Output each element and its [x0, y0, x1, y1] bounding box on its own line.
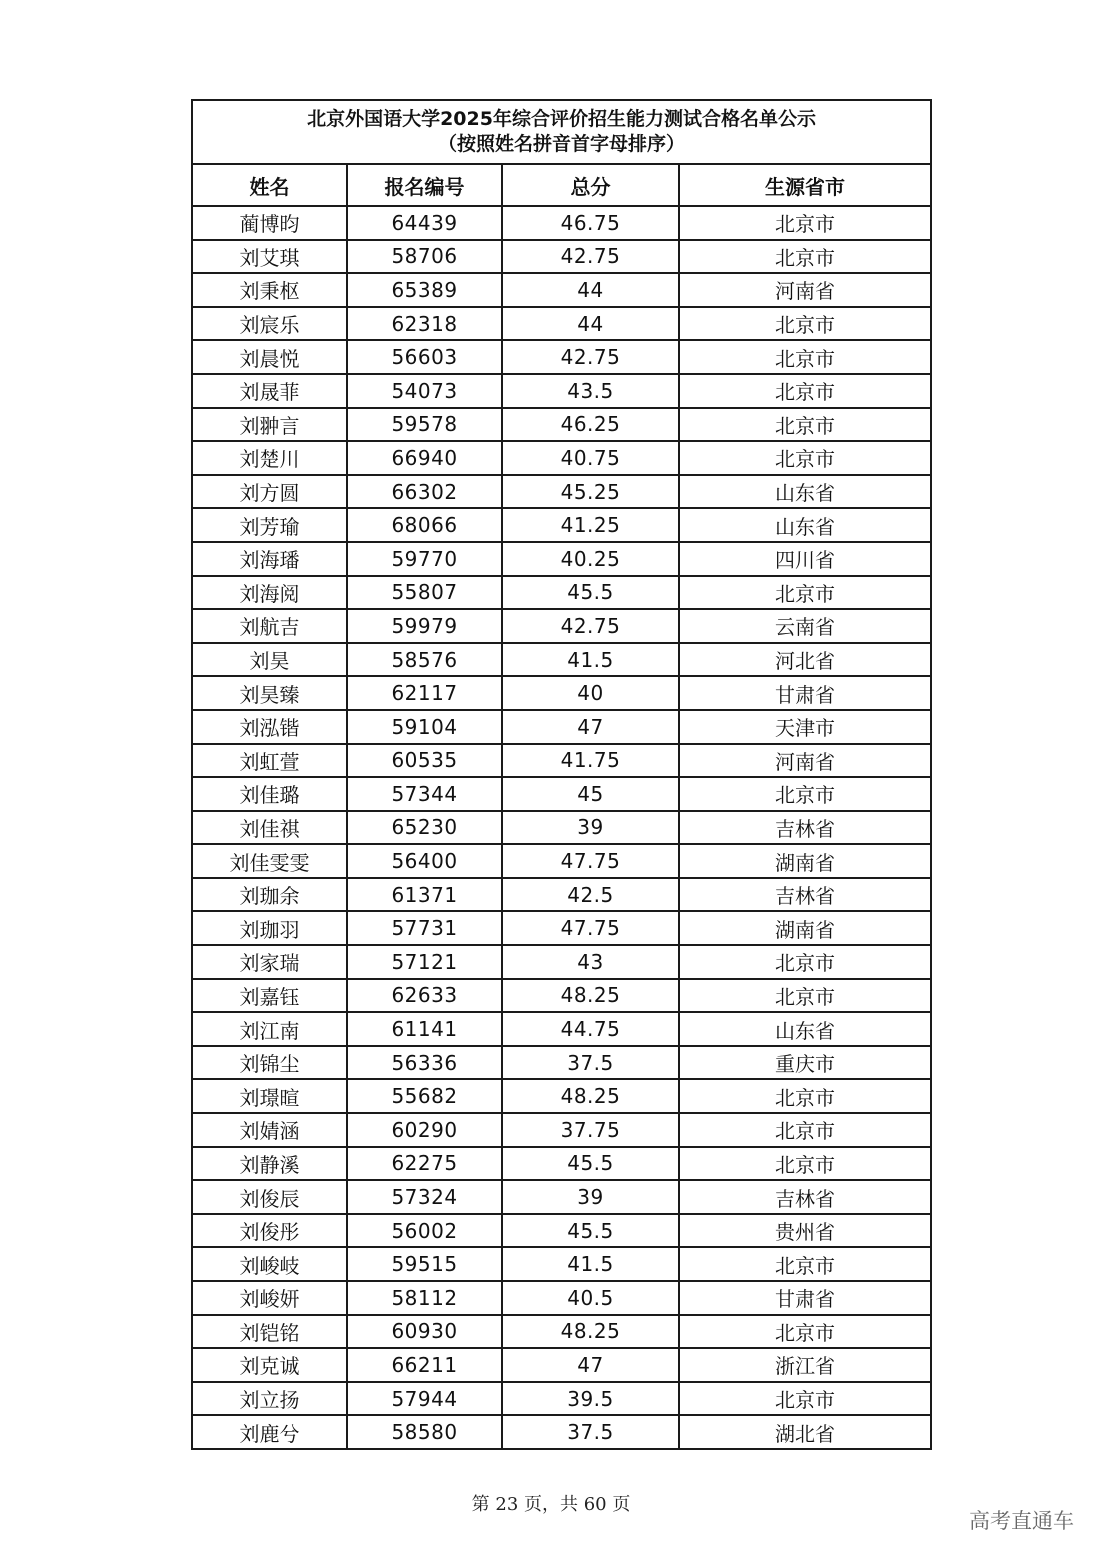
cell-total-score: 44.75 [502, 1012, 679, 1046]
cell-name: 刘晨悦 [192, 340, 347, 374]
cell-name: 刘佳璐 [192, 777, 347, 811]
cell-total-score: 44 [502, 307, 679, 341]
column-header-reg-number: 报名编号 [347, 164, 502, 206]
cell-name: 刘俊彤 [192, 1214, 347, 1248]
cell-name: 刘珈羽 [192, 911, 347, 945]
cell-name: 刘佳祺 [192, 811, 347, 845]
cell-name: 刘艾琪 [192, 240, 347, 274]
cell-total-score: 43.5 [502, 374, 679, 408]
cell-name: 刘静溪 [192, 1147, 347, 1181]
cell-total-score: 39.5 [502, 1382, 679, 1416]
table-row [192, 441, 931, 475]
cell-reg-number: 56336 [347, 1046, 502, 1080]
title-line-2: （按照姓名拼音首字母排序） [438, 133, 686, 155]
cell-name: 刘克诚 [192, 1348, 347, 1382]
cell-reg-number: 58112 [347, 1281, 502, 1315]
cell-province: 山东省 [679, 508, 931, 542]
cell-reg-number: 65230 [347, 811, 502, 845]
cell-total-score: 47.75 [502, 844, 679, 878]
cell-name: 刘佳雯雯 [192, 844, 347, 878]
cell-reg-number: 58576 [347, 643, 502, 677]
cell-name: 刘航吉 [192, 609, 347, 643]
table-title [192, 100, 931, 164]
table-row [192, 1348, 931, 1382]
cell-total-score: 42.75 [502, 340, 679, 374]
table-row [192, 1046, 931, 1080]
cell-province: 四川省 [679, 542, 931, 576]
table-row [192, 1415, 931, 1449]
cell-reg-number: 54073 [347, 374, 502, 408]
cell-total-score: 42.5 [502, 878, 679, 912]
cell-name: 刘海璠 [192, 542, 347, 576]
table-row [192, 1247, 931, 1281]
cell-name: 刘立扬 [192, 1382, 347, 1416]
cell-province: 河南省 [679, 744, 931, 778]
cell-name: 刘海阅 [192, 576, 347, 610]
cell-province: 北京市 [679, 1247, 931, 1281]
cell-province: 吉林省 [679, 1180, 931, 1214]
cell-reg-number: 56603 [347, 340, 502, 374]
cell-province: 北京市 [679, 1113, 931, 1147]
cell-total-score: 41.5 [502, 1247, 679, 1281]
cell-province: 北京市 [679, 374, 931, 408]
cell-name: 蔺博昀 [192, 206, 347, 240]
column-header-total-score: 总分 [502, 164, 679, 206]
cell-total-score: 45.5 [502, 1147, 679, 1181]
cell-reg-number: 57731 [347, 911, 502, 945]
cell-reg-number: 55807 [347, 576, 502, 610]
cell-name: 刘虹萱 [192, 744, 347, 778]
cell-reg-number: 57324 [347, 1180, 502, 1214]
cell-province: 河北省 [679, 643, 931, 677]
cell-province: 北京市 [679, 979, 931, 1013]
cell-reg-number: 62633 [347, 979, 502, 1013]
cell-province: 吉林省 [679, 811, 931, 845]
cell-reg-number: 58706 [347, 240, 502, 274]
cell-reg-number: 59578 [347, 408, 502, 442]
table-row [192, 643, 931, 677]
cell-total-score: 48.25 [502, 1079, 679, 1113]
cell-total-score: 37.75 [502, 1113, 679, 1147]
cell-reg-number: 65389 [347, 273, 502, 307]
cell-reg-number: 61141 [347, 1012, 502, 1046]
cell-name: 刘芳瑜 [192, 508, 347, 542]
cell-province: 贵州省 [679, 1214, 931, 1248]
cell-total-score: 41.75 [502, 744, 679, 778]
cell-reg-number: 59770 [347, 542, 502, 576]
cell-reg-number: 60535 [347, 744, 502, 778]
cell-reg-number: 66940 [347, 441, 502, 475]
cell-province: 北京市 [679, 1147, 931, 1181]
column-header-name: 姓名 [192, 164, 347, 206]
watermark: 高考直通车 [969, 1509, 1074, 1533]
cell-reg-number: 59515 [347, 1247, 502, 1281]
cell-name: 刘秉枢 [192, 273, 347, 307]
cell-reg-number: 58580 [347, 1415, 502, 1449]
cell-total-score: 43 [502, 945, 679, 979]
cell-name: 刘家瑞 [192, 945, 347, 979]
cell-reg-number: 62117 [347, 676, 502, 710]
table-row [192, 1382, 931, 1416]
cell-province: 河南省 [679, 273, 931, 307]
table-row [192, 811, 931, 845]
column-header-province: 生源省市 [679, 164, 931, 206]
cell-province: 北京市 [679, 1315, 931, 1349]
cell-reg-number: 64439 [347, 206, 502, 240]
table-row [192, 744, 931, 778]
cell-province: 北京市 [679, 206, 931, 240]
cell-total-score: 40 [502, 676, 679, 710]
cell-total-score: 41.5 [502, 643, 679, 677]
table-row [192, 878, 931, 912]
cell-total-score: 47 [502, 1348, 679, 1382]
cell-province: 北京市 [679, 340, 931, 374]
cell-total-score: 48.25 [502, 979, 679, 1013]
cell-reg-number: 59104 [347, 710, 502, 744]
cell-reg-number: 68066 [347, 508, 502, 542]
cell-total-score: 37.5 [502, 1415, 679, 1449]
cell-province: 甘肃省 [679, 1281, 931, 1315]
table-row [192, 1113, 931, 1147]
cell-province: 重庆市 [679, 1046, 931, 1080]
table-row [192, 508, 931, 542]
cell-total-score: 40.75 [502, 441, 679, 475]
cell-total-score: 39 [502, 1180, 679, 1214]
cell-province: 北京市 [679, 408, 931, 442]
cell-name: 刘嘉钰 [192, 979, 347, 1013]
cell-province: 山东省 [679, 1012, 931, 1046]
cell-province: 云南省 [679, 609, 931, 643]
cell-reg-number: 57944 [347, 1382, 502, 1416]
admission-list-sheet [191, 99, 930, 1450]
table-row [192, 979, 931, 1013]
cell-reg-number: 57121 [347, 945, 502, 979]
cell-province: 吉林省 [679, 878, 931, 912]
cell-reg-number: 62275 [347, 1147, 502, 1181]
cell-province: 北京市 [679, 1079, 931, 1113]
cell-name: 刘昊 [192, 643, 347, 677]
cell-total-score: 48.25 [502, 1315, 679, 1349]
cell-province: 湖北省 [679, 1415, 931, 1449]
cell-name: 刘璟暄 [192, 1079, 347, 1113]
cell-province: 湖南省 [679, 844, 931, 878]
cell-name: 刘晟菲 [192, 374, 347, 408]
table-row [192, 676, 931, 710]
table-row [192, 710, 931, 744]
cell-name: 刘婧涵 [192, 1113, 347, 1147]
table-row [192, 408, 931, 442]
table-row [192, 273, 931, 307]
cell-province: 北京市 [679, 576, 931, 610]
table-row [192, 542, 931, 576]
cell-province: 北京市 [679, 441, 931, 475]
cell-total-score: 40.25 [502, 542, 679, 576]
cell-total-score: 42.75 [502, 240, 679, 274]
table-row [192, 576, 931, 610]
cell-name: 刘翀言 [192, 408, 347, 442]
table-row [192, 1315, 931, 1349]
cell-name: 刘鹿兮 [192, 1415, 347, 1449]
cell-province: 天津市 [679, 710, 931, 744]
table-row [192, 340, 931, 374]
table-row [192, 844, 931, 878]
table-row [192, 609, 931, 643]
cell-name: 刘方圆 [192, 475, 347, 509]
table-row [192, 1147, 931, 1181]
cell-total-score: 44 [502, 273, 679, 307]
cell-total-score: 47.75 [502, 911, 679, 945]
cell-total-score: 45 [502, 777, 679, 811]
cell-total-score: 45.5 [502, 1214, 679, 1248]
cell-total-score: 39 [502, 811, 679, 845]
cell-total-score: 41.25 [502, 508, 679, 542]
cell-total-score: 46.75 [502, 206, 679, 240]
table-row [192, 374, 931, 408]
cell-total-score: 37.5 [502, 1046, 679, 1080]
cell-reg-number: 66211 [347, 1348, 502, 1382]
cell-reg-number: 59979 [347, 609, 502, 643]
cell-reg-number: 60290 [347, 1113, 502, 1147]
table-row [192, 1012, 931, 1046]
cell-reg-number: 62318 [347, 307, 502, 341]
cell-province: 北京市 [679, 307, 931, 341]
cell-province: 甘肃省 [679, 676, 931, 710]
cell-reg-number: 56400 [347, 844, 502, 878]
cell-name: 刘珈余 [192, 878, 347, 912]
cell-name: 刘楚川 [192, 441, 347, 475]
cell-reg-number: 66302 [347, 475, 502, 509]
cell-total-score: 46.25 [502, 408, 679, 442]
cell-name: 刘宸乐 [192, 307, 347, 341]
cell-name: 刘峻岐 [192, 1247, 347, 1281]
cell-total-score: 42.75 [502, 609, 679, 643]
table-row [192, 206, 931, 240]
cell-name: 刘锦尘 [192, 1046, 347, 1080]
table-row [192, 911, 931, 945]
cell-province: 浙江省 [679, 1348, 931, 1382]
table-row [192, 1281, 931, 1315]
cell-total-score: 47 [502, 710, 679, 744]
table-row [192, 307, 931, 341]
header-row [192, 164, 931, 206]
cell-name: 刘铠铭 [192, 1315, 347, 1349]
cell-name: 刘昊臻 [192, 676, 347, 710]
qualified-list-table [191, 99, 932, 1450]
cell-reg-number: 61371 [347, 878, 502, 912]
table-row [192, 945, 931, 979]
cell-total-score: 45.5 [502, 576, 679, 610]
cell-total-score: 40.5 [502, 1281, 679, 1315]
table-row [192, 777, 931, 811]
cell-name: 刘俊辰 [192, 1180, 347, 1214]
cell-reg-number: 55682 [347, 1079, 502, 1113]
cell-province: 湖南省 [679, 911, 931, 945]
cell-province: 北京市 [679, 240, 931, 274]
table-row [192, 240, 931, 274]
page-footer: 第 23 页，共 60 页 [471, 1494, 631, 1515]
cell-name: 刘峻妍 [192, 1281, 347, 1315]
cell-name: 刘江南 [192, 1012, 347, 1046]
cell-province: 北京市 [679, 1382, 931, 1416]
cell-province: 北京市 [679, 945, 931, 979]
table-row [192, 475, 931, 509]
table-row [192, 1214, 931, 1248]
table-row [192, 1079, 931, 1113]
cell-province: 北京市 [679, 777, 931, 811]
table-row [192, 1180, 931, 1214]
cell-province: 山东省 [679, 475, 931, 509]
title-line-1: 北京外国语大学2025年综合评价招生能力测试合格名单公示 [307, 108, 816, 130]
cell-name: 刘泓锴 [192, 710, 347, 744]
cell-reg-number: 57344 [347, 777, 502, 811]
cell-reg-number: 56002 [347, 1214, 502, 1248]
cell-total-score: 45.25 [502, 475, 679, 509]
cell-reg-number: 60930 [347, 1315, 502, 1349]
